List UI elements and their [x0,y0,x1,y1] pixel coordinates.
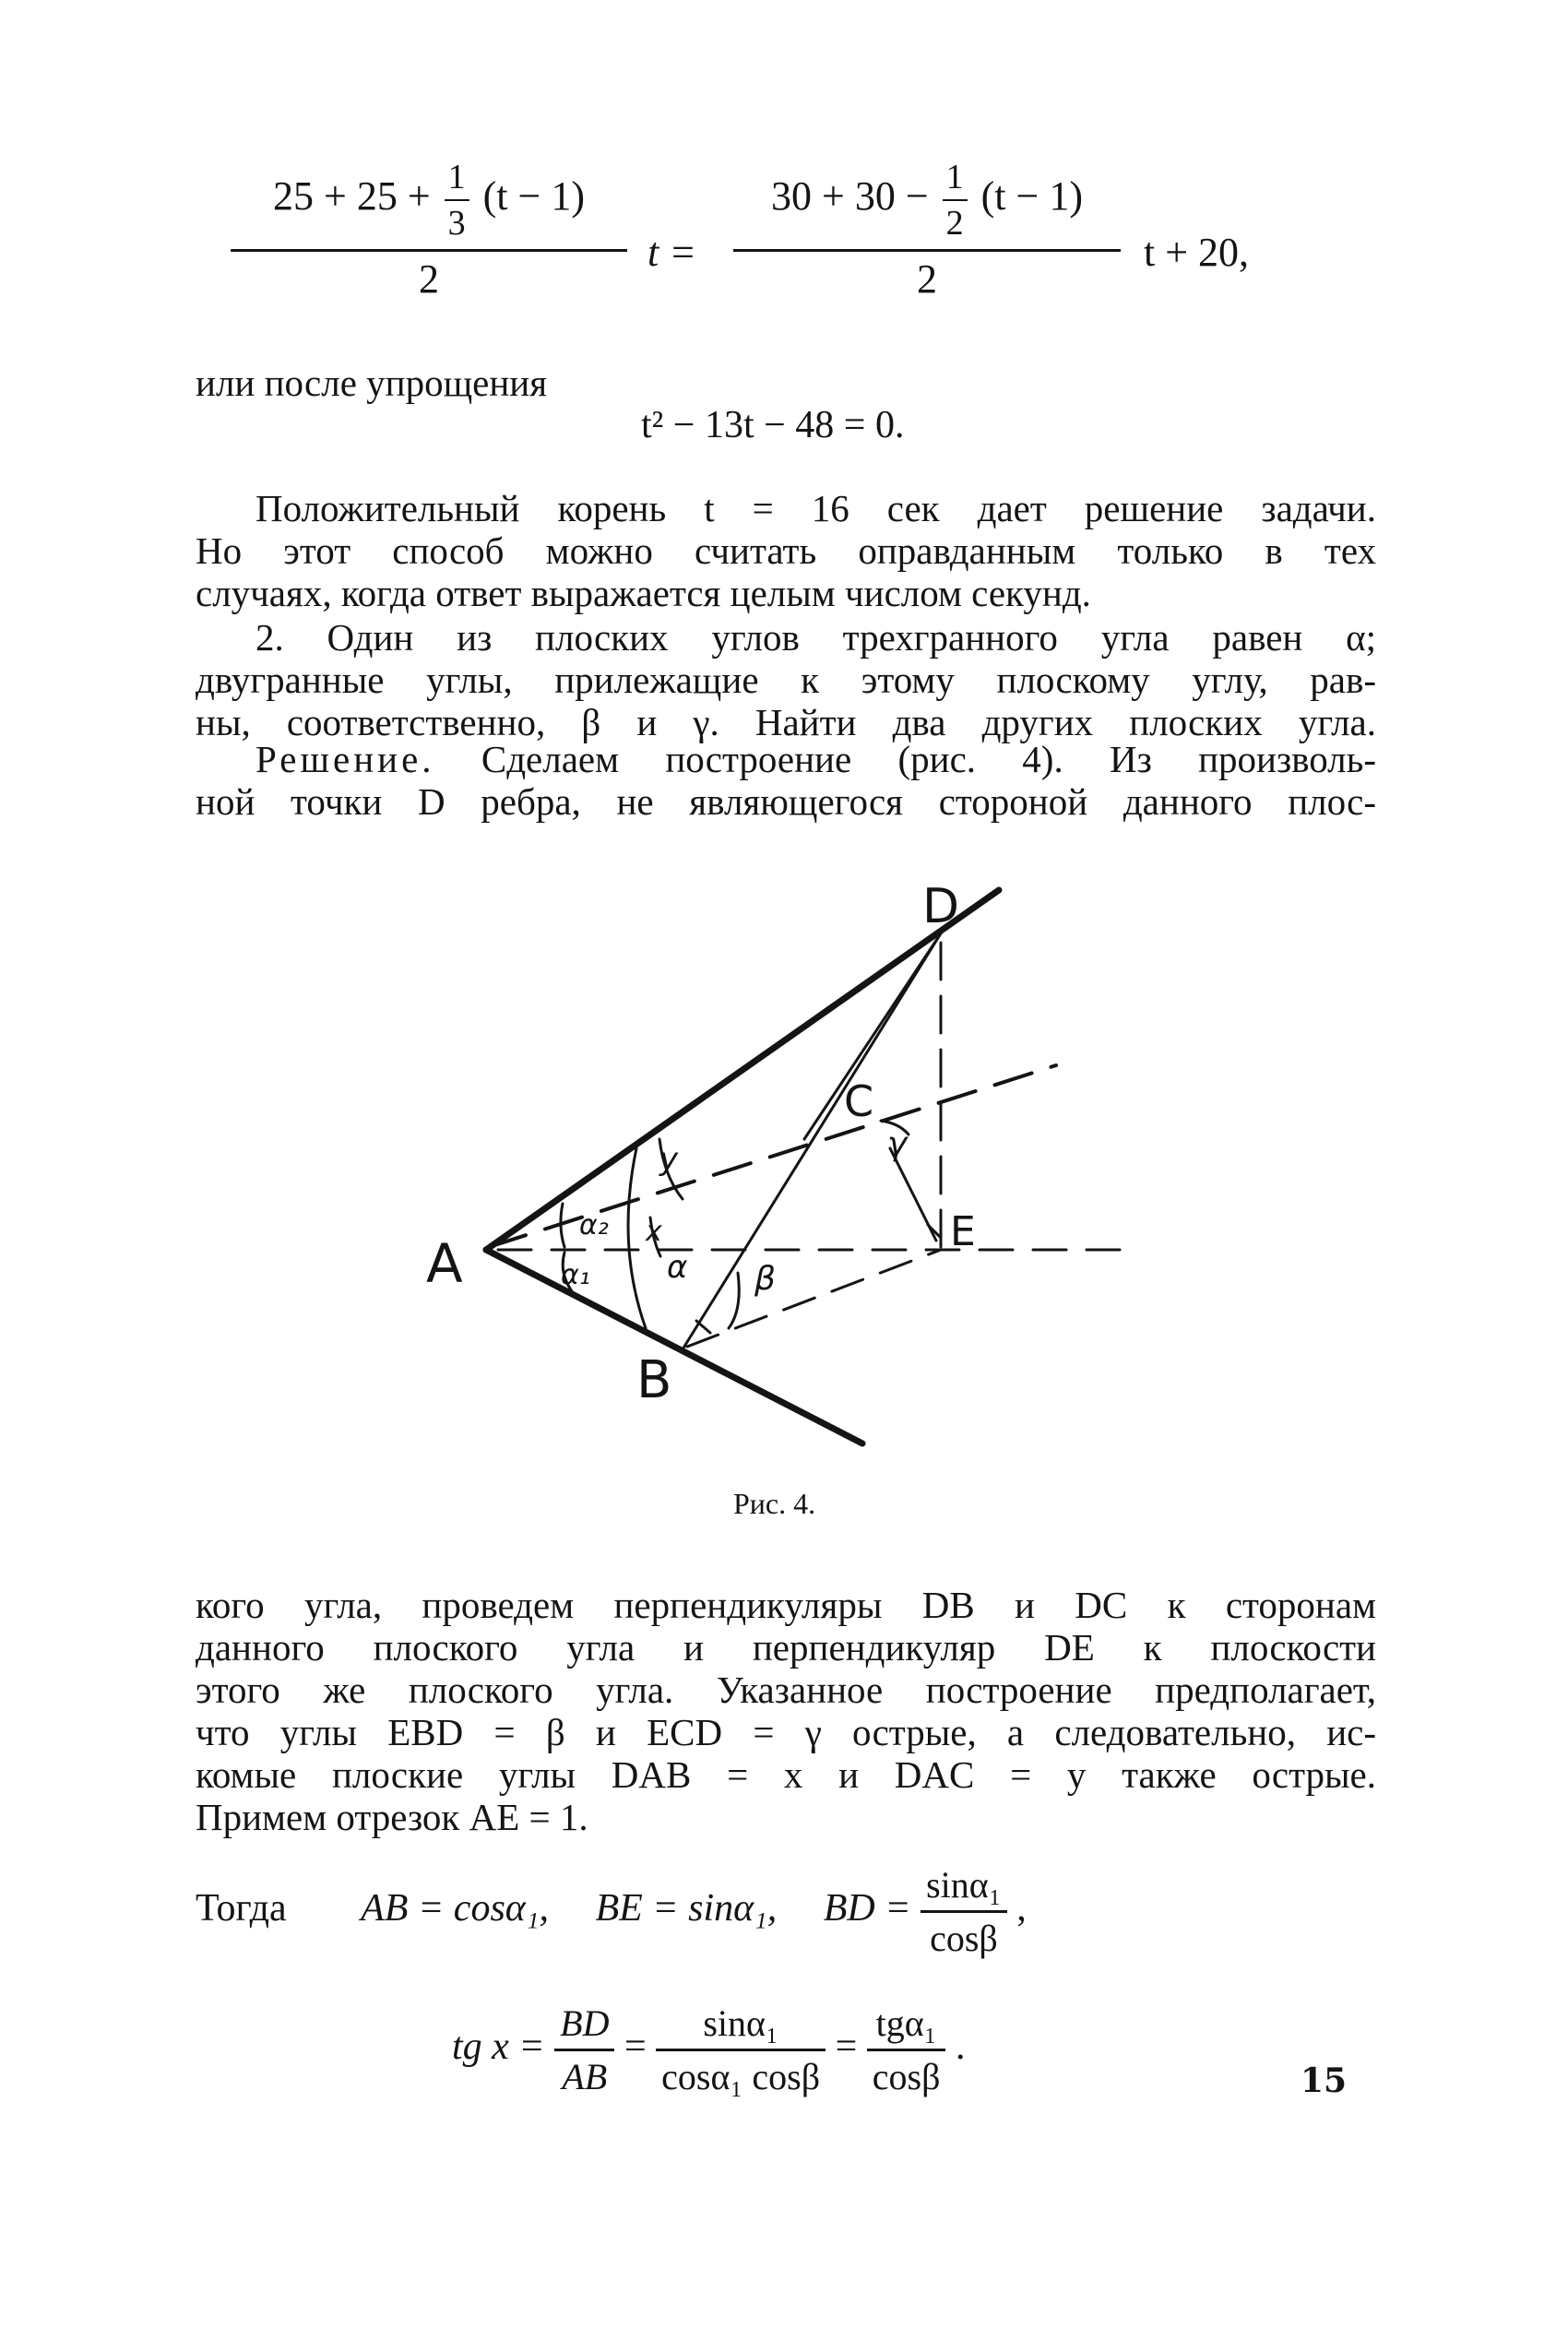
text-line: что углы EBD = β и ECD = γ острые, а следовательно, ис- [196,1711,1376,1753]
label-beta: β [754,1260,776,1298]
t-plus-20: t + 20, [1144,230,1250,275]
text-line: Сделаем построение (рис. 4). Из произволь- [434,738,1376,780]
fraction-bd: $\frac{\text{sinα₁}}{\cos\beta}$ [921,1863,1007,1960]
paragraph-construction [196,1584,1376,1838]
text-line: кого угла, проведем перпендикуляры DB и DC к сторонам [196,1584,1376,1626]
text-line: случаях, когда ответ выражается целым числом секунд. [196,572,1091,614]
arc-alpha2 [561,1204,564,1247]
comma: , [1016,1887,1027,1930]
arc-beta [729,1273,739,1328]
tg-x-lhs: tg x = [452,2025,545,2069]
equation-quadratic: t² − 13t − 48 = 0. [641,404,905,446]
simplify-label: или после упрощения [196,362,548,404]
text-line: данного плоского угла и перпендикуляр DE к плоскости [196,1626,1376,1669]
then-label: Тогда [196,1887,287,1930]
label-E: E [950,1208,976,1255]
left-num-b: (t − 1) [472,173,585,220]
arc-alpha [628,1148,646,1328]
one-half-fraction: $\frac{1}{2}$ [943,157,968,244]
label-alpha2: α₂ [579,1209,609,1241]
right-denominator: 2 [917,256,937,302]
text-line: ной точки D ребра, не являющегося стороной данного плос- [196,780,1376,823]
t-equals: t = [647,230,696,275]
label-C: C [844,1076,874,1126]
label-gamma: γ [887,1125,908,1163]
label-y: y [659,1141,679,1178]
one-third-fraction: $\frac{1}{3}$ [445,157,469,244]
label-A: A [426,1232,463,1295]
line-BE-dashed [687,1250,941,1347]
right-num-a: 30 + 30 − [771,173,939,220]
label-alpha1: α₁ [561,1259,590,1291]
equals: = [835,2025,858,2069]
formula-tg-x [452,2002,965,2098]
formula-ab-be-bd [196,1863,1027,1960]
text-line: Примем отрезок AE = 1. [196,1796,588,1838]
formula-be: BE = sinα₁, [595,1887,778,1930]
formula-ab: AB = cosα₁, [361,1887,549,1930]
text-line: комые плоские углы DAB = x и DAC = y также острые. [196,1753,1376,1796]
left-num-a: 25 + 25 + [273,173,441,220]
label-alpha: α [667,1249,688,1286]
text-line: ны, соответственно, β и γ. Найти два других плоских угла. [196,701,1376,743]
fraction-tg-over-cos: $\frac{\text{tgα₁}}{\cos\beta}$ [867,2002,946,2098]
label-D: D [922,879,960,934]
text-line: двугранные углы, прилежащие к этому плоскому углу, рав- [196,659,1376,701]
label-B: B [636,1350,672,1410]
period: . [955,2025,966,2069]
right-num-b: (t − 1) [970,173,1083,220]
fraction-sin-over-cos: $\frac{\text{sinα₁}}{\text{cosα₁ cosβ}}$ [656,2002,826,2098]
text-line: Но этот способ можно считать оправданным только в тех [196,529,1376,572]
text-line: 2. Один из плоских углов трехгранного угла равен α; [255,616,1376,659]
page-number: 15 [1301,2061,1348,2100]
formula-bd-lhs: BD = [823,1887,911,1930]
equals: = [624,2025,647,2069]
edge-AD [486,890,999,1250]
text-line: этого же плоского угла. Указанное построение предполагает, [196,1669,1376,1711]
tick-B [696,1321,710,1333]
label-x: x [646,1216,662,1248]
solution-label: Решение. [255,738,435,780]
fraction-bd-ab: $\frac{BD}{AB}$ [554,2002,614,2098]
figure-caption: Рис. 4. [733,1487,816,1520]
text-line: Положительный корень t = 16 сек дает решение задачи. [255,487,1376,529]
left-denominator: 2 [419,256,439,302]
